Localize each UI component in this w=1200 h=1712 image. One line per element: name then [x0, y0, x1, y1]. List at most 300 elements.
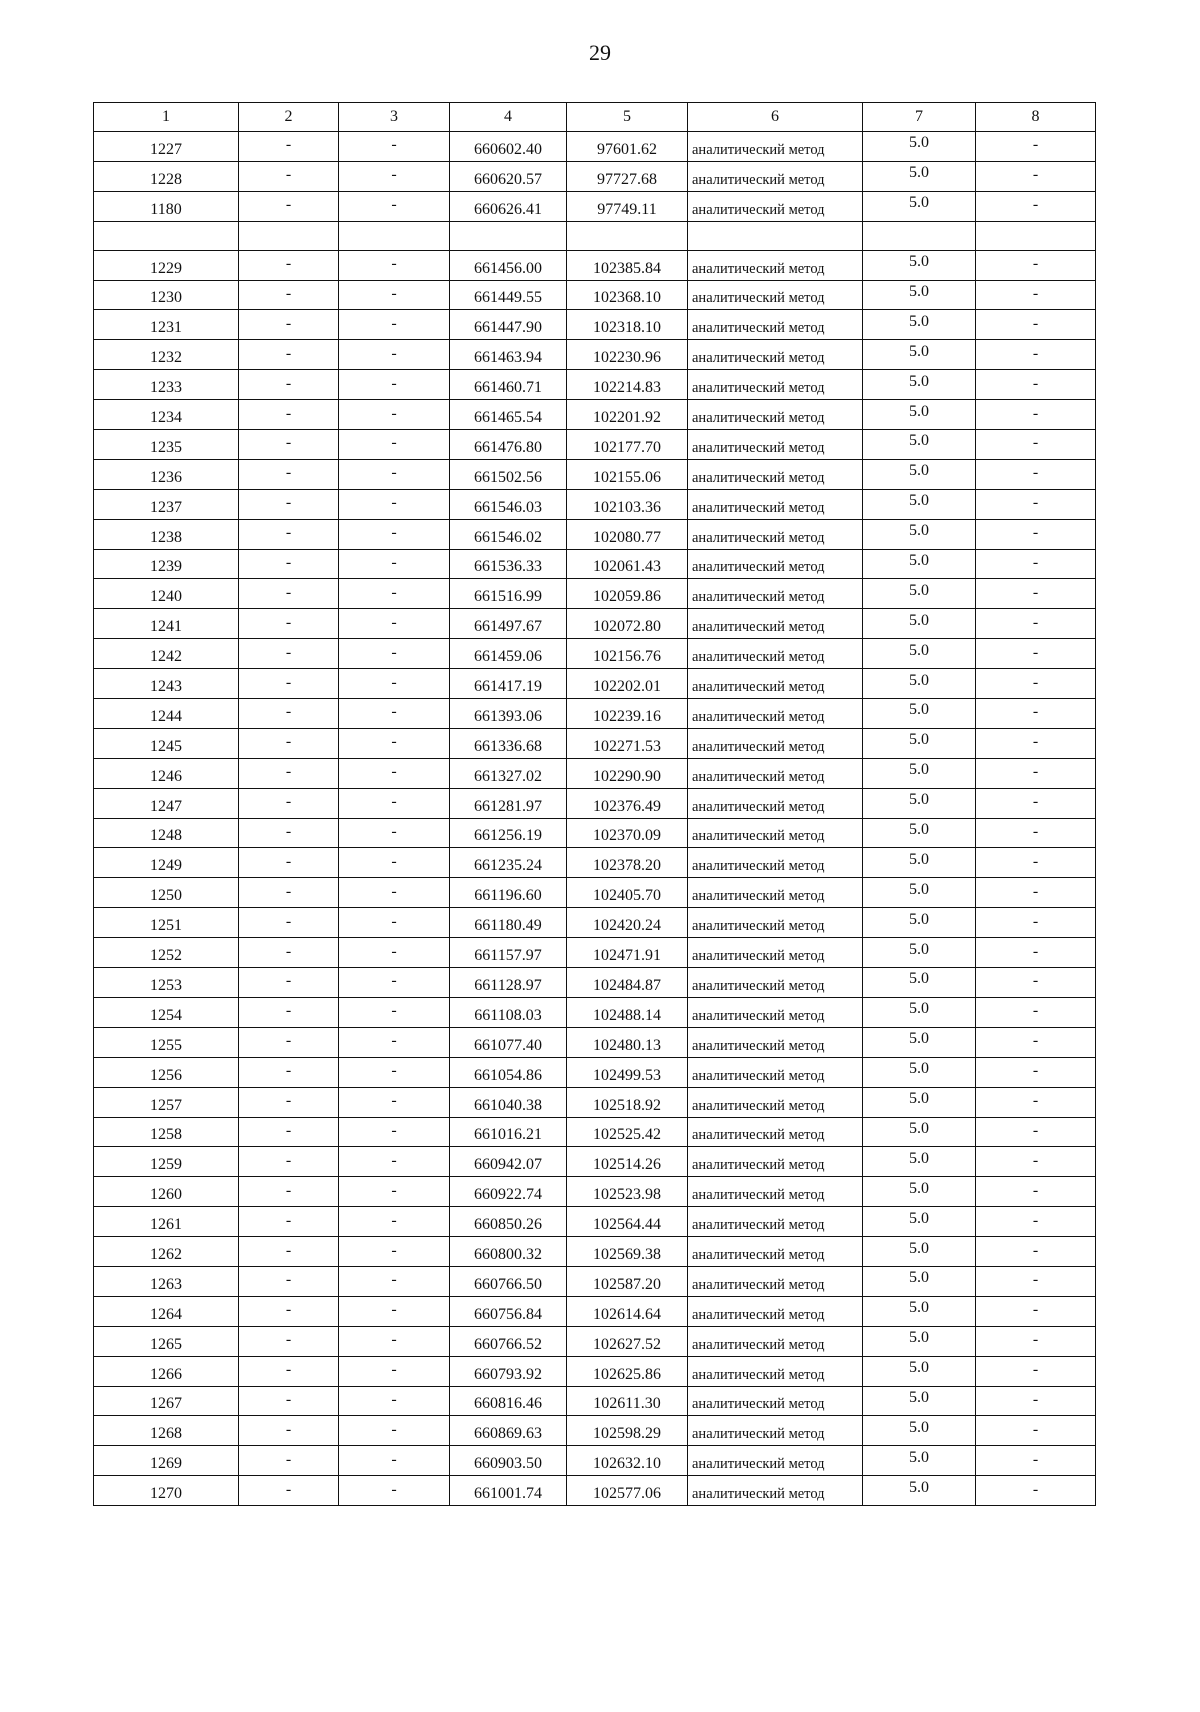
method-cell: аналитический метод: [688, 669, 863, 699]
table-row: [94, 788, 1096, 818]
y-coordinate-cell: 97601.62: [567, 132, 688, 162]
accuracy-cell: 5.0: [863, 848, 976, 878]
accuracy-cell: 5.0: [863, 609, 976, 639]
col8-cell: -: [976, 728, 1096, 758]
column-header: 3: [339, 103, 450, 132]
y-coordinate-cell: 102155.06: [567, 459, 688, 489]
method-cell: аналитический метод: [688, 1266, 863, 1296]
col3-cell: -: [339, 1356, 450, 1386]
point-number-cell: 1241: [94, 609, 239, 639]
y-coordinate-cell: 102202.01: [567, 669, 688, 699]
accuracy-cell: 5.0: [863, 669, 976, 699]
col8-cell: -: [976, 1087, 1096, 1117]
col3-cell: -: [339, 1416, 450, 1446]
table-row: [94, 579, 1096, 609]
point-number-cell: 1228: [94, 161, 239, 191]
col3-cell: -: [339, 579, 450, 609]
table-row: [94, 1296, 1096, 1326]
col3-cell: -: [339, 280, 450, 310]
col8-cell: -: [976, 639, 1096, 669]
table-row: [94, 1177, 1096, 1207]
point-number-cell: 1236: [94, 459, 239, 489]
col2-cell: -: [239, 1057, 339, 1087]
col2-cell: -: [239, 848, 339, 878]
col2-cell: -: [239, 968, 339, 998]
col3-cell: -: [339, 161, 450, 191]
table-row: [94, 1117, 1096, 1147]
table-row: [94, 1416, 1096, 1446]
x-coordinate-cell: 661108.03: [450, 997, 567, 1027]
y-coordinate-cell: 102569.38: [567, 1237, 688, 1267]
table-row: [94, 1326, 1096, 1356]
accuracy-cell: 5.0: [863, 758, 976, 788]
x-coordinate-cell: 660602.40: [450, 132, 567, 162]
col8-cell: -: [976, 788, 1096, 818]
col2-cell: -: [239, 1446, 339, 1476]
accuracy-cell: 5.0: [863, 1386, 976, 1416]
col2-cell: [239, 221, 339, 250]
accuracy-cell: 5.0: [863, 728, 976, 758]
table-row: [94, 1266, 1096, 1296]
table-row: [94, 1057, 1096, 1087]
accuracy-cell: 5.0: [863, 370, 976, 400]
y-coordinate-cell: 102518.92: [567, 1087, 688, 1117]
x-coordinate-cell: 661393.06: [450, 699, 567, 729]
col3-cell: -: [339, 310, 450, 340]
accuracy-cell: 5.0: [863, 519, 976, 549]
col8-cell: -: [976, 519, 1096, 549]
y-coordinate-cell: 102061.43: [567, 549, 688, 579]
accuracy-cell: 5.0: [863, 250, 976, 280]
col3-cell: -: [339, 728, 450, 758]
x-coordinate-cell: 661336.68: [450, 728, 567, 758]
col3-cell: -: [339, 132, 450, 162]
point-number-cell: 1253: [94, 968, 239, 998]
method-cell: аналитический метод: [688, 459, 863, 489]
col3-cell: -: [339, 609, 450, 639]
y-coordinate-cell: 102271.53: [567, 728, 688, 758]
column-header: 7: [863, 103, 976, 132]
method-cell: аналитический метод: [688, 609, 863, 639]
point-number-cell: 1231: [94, 310, 239, 340]
y-coordinate-cell: 102230.96: [567, 340, 688, 370]
x-coordinate-cell: 661196.60: [450, 878, 567, 908]
point-number-cell: 1240: [94, 579, 239, 609]
point-number-cell: 1270: [94, 1476, 239, 1506]
col8-cell: -: [976, 1416, 1096, 1446]
table-row: [94, 430, 1096, 460]
x-coordinate-cell: 661054.86: [450, 1057, 567, 1087]
col3-cell: -: [339, 758, 450, 788]
accuracy-cell: 5.0: [863, 908, 976, 938]
y-coordinate-cell: 102514.26: [567, 1147, 688, 1177]
table-row: [94, 459, 1096, 489]
col3-cell: -: [339, 1266, 450, 1296]
col8-cell: -: [976, 997, 1096, 1027]
method-cell: аналитический метод: [688, 1147, 863, 1177]
x-coordinate-cell: 661536.33: [450, 549, 567, 579]
table-row: [94, 818, 1096, 848]
method-cell: аналитический метод: [688, 191, 863, 221]
y-coordinate-cell: 102103.36: [567, 489, 688, 519]
accuracy-cell: 5.0: [863, 1237, 976, 1267]
col8-cell: -: [976, 609, 1096, 639]
point-number-cell: 1234: [94, 400, 239, 430]
table-row: [94, 609, 1096, 639]
y-coordinate-cell: 102080.77: [567, 519, 688, 549]
col3-cell: -: [339, 1177, 450, 1207]
point-number-cell: 1242: [94, 639, 239, 669]
accuracy-cell: 5.0: [863, 579, 976, 609]
accuracy-cell: 5.0: [863, 310, 976, 340]
x-coordinate-cell: 660620.57: [450, 161, 567, 191]
col3-cell: -: [339, 1446, 450, 1476]
point-number-cell: 1268: [94, 1416, 239, 1446]
x-coordinate-cell: 660756.84: [450, 1296, 567, 1326]
accuracy-cell: 5.0: [863, 161, 976, 191]
accuracy-cell: 5.0: [863, 459, 976, 489]
point-number-cell: 1262: [94, 1237, 239, 1267]
x-coordinate-cell: [450, 221, 567, 250]
table-row: [94, 1147, 1096, 1177]
accuracy-cell: 5.0: [863, 400, 976, 430]
y-coordinate-cell: 102598.29: [567, 1416, 688, 1446]
table-row: [94, 1386, 1096, 1416]
column-header: 1: [94, 103, 239, 132]
table-row: [94, 519, 1096, 549]
accuracy-cell: 5.0: [863, 340, 976, 370]
point-number-cell: 1244: [94, 699, 239, 729]
col8-cell: -: [976, 579, 1096, 609]
accuracy-cell: 5.0: [863, 1027, 976, 1057]
y-coordinate-cell: 102499.53: [567, 1057, 688, 1087]
accuracy-cell: 5.0: [863, 1177, 976, 1207]
table-row: [94, 489, 1096, 519]
col8-cell: -: [976, 1237, 1096, 1267]
y-coordinate-cell: 102577.06: [567, 1476, 688, 1506]
col2-cell: -: [239, 430, 339, 460]
column-header: 5: [567, 103, 688, 132]
col8-cell: -: [976, 1207, 1096, 1237]
accuracy-cell: 5.0: [863, 1147, 976, 1177]
y-coordinate-cell: 102525.42: [567, 1117, 688, 1147]
method-cell: аналитический метод: [688, 1117, 863, 1147]
method-cell: аналитический метод: [688, 878, 863, 908]
table-row: [94, 549, 1096, 579]
table-row: [94, 699, 1096, 729]
y-coordinate-cell: 102611.30: [567, 1386, 688, 1416]
col8-cell: -: [976, 968, 1096, 998]
method-cell: аналитический метод: [688, 1087, 863, 1117]
method-cell: аналитический метод: [688, 161, 863, 191]
point-number-cell: 1245: [94, 728, 239, 758]
method-cell: аналитический метод: [688, 280, 863, 310]
point-number-cell: 1239: [94, 549, 239, 579]
col3-cell: -: [339, 1147, 450, 1177]
accuracy-cell: 5.0: [863, 938, 976, 968]
col2-cell: -: [239, 1326, 339, 1356]
point-number-cell: 1247: [94, 788, 239, 818]
col3-cell: -: [339, 1326, 450, 1356]
col3-cell: -: [339, 908, 450, 938]
method-cell: аналитический метод: [688, 639, 863, 669]
x-coordinate-cell: 661327.02: [450, 758, 567, 788]
method-cell: аналитический метод: [688, 1416, 863, 1446]
point-number-cell: 1249: [94, 848, 239, 878]
col2-cell: -: [239, 370, 339, 400]
x-coordinate-cell: 661040.38: [450, 1087, 567, 1117]
col3-cell: -: [339, 848, 450, 878]
accuracy-cell: 5.0: [863, 430, 976, 460]
y-coordinate-cell: 102370.09: [567, 818, 688, 848]
accuracy-cell: 5.0: [863, 878, 976, 908]
table-row: [94, 908, 1096, 938]
col3-cell: -: [339, 400, 450, 430]
x-coordinate-cell: 661128.97: [450, 968, 567, 998]
col3-cell: -: [339, 250, 450, 280]
method-cell: аналитический метод: [688, 250, 863, 280]
col3-cell: -: [339, 549, 450, 579]
y-coordinate-cell: 102059.86: [567, 579, 688, 609]
col2-cell: -: [239, 938, 339, 968]
table-row: [94, 161, 1096, 191]
col8-cell: -: [976, 132, 1096, 162]
point-number-cell: 1251: [94, 908, 239, 938]
point-number-cell: 1230: [94, 280, 239, 310]
col3-cell: -: [339, 1207, 450, 1237]
col2-cell: -: [239, 1416, 339, 1446]
col2-cell: -: [239, 579, 339, 609]
col2-cell: -: [239, 250, 339, 280]
col8-cell: -: [976, 250, 1096, 280]
col8-cell: -: [976, 430, 1096, 460]
point-number-cell: 1227: [94, 132, 239, 162]
point-number-cell: 1254: [94, 997, 239, 1027]
x-coordinate-cell: 661516.99: [450, 579, 567, 609]
x-coordinate-cell: 661465.54: [450, 400, 567, 430]
accuracy-cell: 5.0: [863, 1117, 976, 1147]
method-cell: аналитический метод: [688, 340, 863, 370]
table-row: [94, 639, 1096, 669]
table-body: [94, 132, 1096, 1506]
table-row: [94, 370, 1096, 400]
table-row: [94, 968, 1096, 998]
point-number-cell: 1255: [94, 1027, 239, 1057]
col8-cell: -: [976, 400, 1096, 430]
col2-cell: -: [239, 758, 339, 788]
col3-cell: -: [339, 370, 450, 400]
accuracy-cell: 5.0: [863, 1476, 976, 1506]
accuracy-cell: 5.0: [863, 1207, 976, 1237]
y-coordinate-cell: 102523.98: [567, 1177, 688, 1207]
y-coordinate-cell: 102072.80: [567, 609, 688, 639]
y-coordinate-cell: 102378.20: [567, 848, 688, 878]
table-row: [94, 669, 1096, 699]
col3-cell: -: [339, 1386, 450, 1416]
table-row: [94, 758, 1096, 788]
x-coordinate-cell: 661459.06: [450, 639, 567, 669]
accuracy-cell: 5.0: [863, 1416, 976, 1446]
col2-cell: -: [239, 1386, 339, 1416]
accuracy-cell: 5.0: [863, 280, 976, 310]
x-coordinate-cell: 661281.97: [450, 788, 567, 818]
y-coordinate-cell: 102290.90: [567, 758, 688, 788]
col2-cell: -: [239, 1237, 339, 1267]
col2-cell: -: [239, 1296, 339, 1326]
point-number-cell: 1258: [94, 1117, 239, 1147]
col2-cell: -: [239, 1117, 339, 1147]
y-coordinate-cell: 102564.44: [567, 1207, 688, 1237]
col2-cell: -: [239, 669, 339, 699]
y-coordinate-cell: 102214.83: [567, 370, 688, 400]
col2-cell: -: [239, 1207, 339, 1237]
accuracy-cell: 5.0: [863, 1057, 976, 1087]
table-row: [94, 400, 1096, 430]
col8-cell: -: [976, 818, 1096, 848]
method-cell: аналитический метод: [688, 758, 863, 788]
col2-cell: -: [239, 1356, 339, 1386]
y-coordinate-cell: 102201.92: [567, 400, 688, 430]
col2-cell: -: [239, 788, 339, 818]
table-row: [94, 1027, 1096, 1057]
page-number: 29: [589, 40, 611, 65]
x-coordinate-cell: 661463.94: [450, 340, 567, 370]
column-header: 4: [450, 103, 567, 132]
col2-cell: -: [239, 191, 339, 221]
method-cell: аналитический метод: [688, 1057, 863, 1087]
x-coordinate-cell: 661502.56: [450, 459, 567, 489]
accuracy-cell: 5.0: [863, 788, 976, 818]
method-cell: аналитический метод: [688, 132, 863, 162]
col8-cell: -: [976, 878, 1096, 908]
method-cell: аналитический метод: [688, 1207, 863, 1237]
point-number-cell: 1180: [94, 191, 239, 221]
col2-cell: -: [239, 400, 339, 430]
col3-cell: -: [339, 968, 450, 998]
x-coordinate-cell: 660816.46: [450, 1386, 567, 1416]
x-coordinate-cell: 661180.49: [450, 908, 567, 938]
col2-cell: -: [239, 818, 339, 848]
x-coordinate-cell: 660869.63: [450, 1416, 567, 1446]
table-row: [94, 1087, 1096, 1117]
method-cell: аналитический метод: [688, 370, 863, 400]
col2-cell: -: [239, 639, 339, 669]
method-cell: аналитический метод: [688, 1476, 863, 1506]
x-coordinate-cell: 660922.74: [450, 1177, 567, 1207]
table-row: [94, 848, 1096, 878]
method-cell: аналитический метод: [688, 519, 863, 549]
col8-cell: -: [976, 191, 1096, 221]
table-row: [94, 938, 1096, 968]
method-cell: аналитический метод: [688, 699, 863, 729]
y-coordinate-cell: 102614.64: [567, 1296, 688, 1326]
col2-cell: -: [239, 699, 339, 729]
method-cell: аналитический метод: [688, 1027, 863, 1057]
y-coordinate-cell: 102318.10: [567, 310, 688, 340]
table-row: [94, 997, 1096, 1027]
x-coordinate-cell: 660793.92: [450, 1356, 567, 1386]
point-number-cell: 1238: [94, 519, 239, 549]
accuracy-cell: 5.0: [863, 818, 976, 848]
x-coordinate-cell: 660766.52: [450, 1326, 567, 1356]
x-coordinate-cell: 660766.50: [450, 1266, 567, 1296]
col8-cell: -: [976, 370, 1096, 400]
x-coordinate-cell: 661497.67: [450, 609, 567, 639]
col2-cell: -: [239, 1177, 339, 1207]
point-number-cell: 1248: [94, 818, 239, 848]
point-number-cell: 1229: [94, 250, 239, 280]
x-coordinate-cell: 661476.80: [450, 430, 567, 460]
col8-cell: -: [976, 280, 1096, 310]
x-coordinate-cell: 661460.71: [450, 370, 567, 400]
table-row: [94, 310, 1096, 340]
accuracy-cell: 5.0: [863, 1087, 976, 1117]
method-cell: [688, 221, 863, 250]
coordinates-table: [93, 102, 1096, 1506]
col3-cell: -: [339, 1117, 450, 1147]
method-cell: аналитический метод: [688, 997, 863, 1027]
method-cell: аналитический метод: [688, 908, 863, 938]
col8-cell: -: [976, 1326, 1096, 1356]
col8-cell: [976, 221, 1096, 250]
method-cell: аналитический метод: [688, 968, 863, 998]
point-number-cell: 1256: [94, 1057, 239, 1087]
x-coordinate-cell: 661447.90: [450, 310, 567, 340]
point-number-cell: [94, 221, 239, 250]
table-row: [94, 1207, 1096, 1237]
table-row: [94, 1356, 1096, 1386]
point-number-cell: 1232: [94, 340, 239, 370]
method-cell: аналитический метод: [688, 1386, 863, 1416]
method-cell: аналитический метод: [688, 1296, 863, 1326]
col8-cell: -: [976, 1446, 1096, 1476]
col8-cell: -: [976, 340, 1096, 370]
col3-cell: -: [339, 489, 450, 519]
method-cell: аналитический метод: [688, 489, 863, 519]
col3-cell: -: [339, 1027, 450, 1057]
col2-cell: -: [239, 310, 339, 340]
col2-cell: -: [239, 908, 339, 938]
col2-cell: -: [239, 161, 339, 191]
x-coordinate-cell: 661546.02: [450, 519, 567, 549]
accuracy-cell: [863, 221, 976, 250]
col2-cell: -: [239, 609, 339, 639]
y-coordinate-cell: 102405.70: [567, 878, 688, 908]
point-number-cell: 1237: [94, 489, 239, 519]
col3-cell: -: [339, 1237, 450, 1267]
table-row: [94, 340, 1096, 370]
col8-cell: -: [976, 1356, 1096, 1386]
col3-cell: -: [339, 1087, 450, 1117]
col2-cell: -: [239, 1266, 339, 1296]
point-number-cell: 1263: [94, 1266, 239, 1296]
accuracy-cell: 5.0: [863, 489, 976, 519]
accuracy-cell: 5.0: [863, 699, 976, 729]
method-cell: аналитический метод: [688, 818, 863, 848]
accuracy-cell: 5.0: [863, 968, 976, 998]
table-row: [94, 250, 1096, 280]
table-row: [94, 280, 1096, 310]
col2-cell: -: [239, 728, 339, 758]
table-row: [94, 221, 1096, 250]
point-number-cell: 1265: [94, 1326, 239, 1356]
y-coordinate-cell: 102385.84: [567, 250, 688, 280]
col3-cell: -: [339, 699, 450, 729]
table-row: [94, 132, 1096, 162]
col3-cell: -: [339, 459, 450, 489]
y-coordinate-cell: 102488.14: [567, 997, 688, 1027]
point-number-cell: 1246: [94, 758, 239, 788]
